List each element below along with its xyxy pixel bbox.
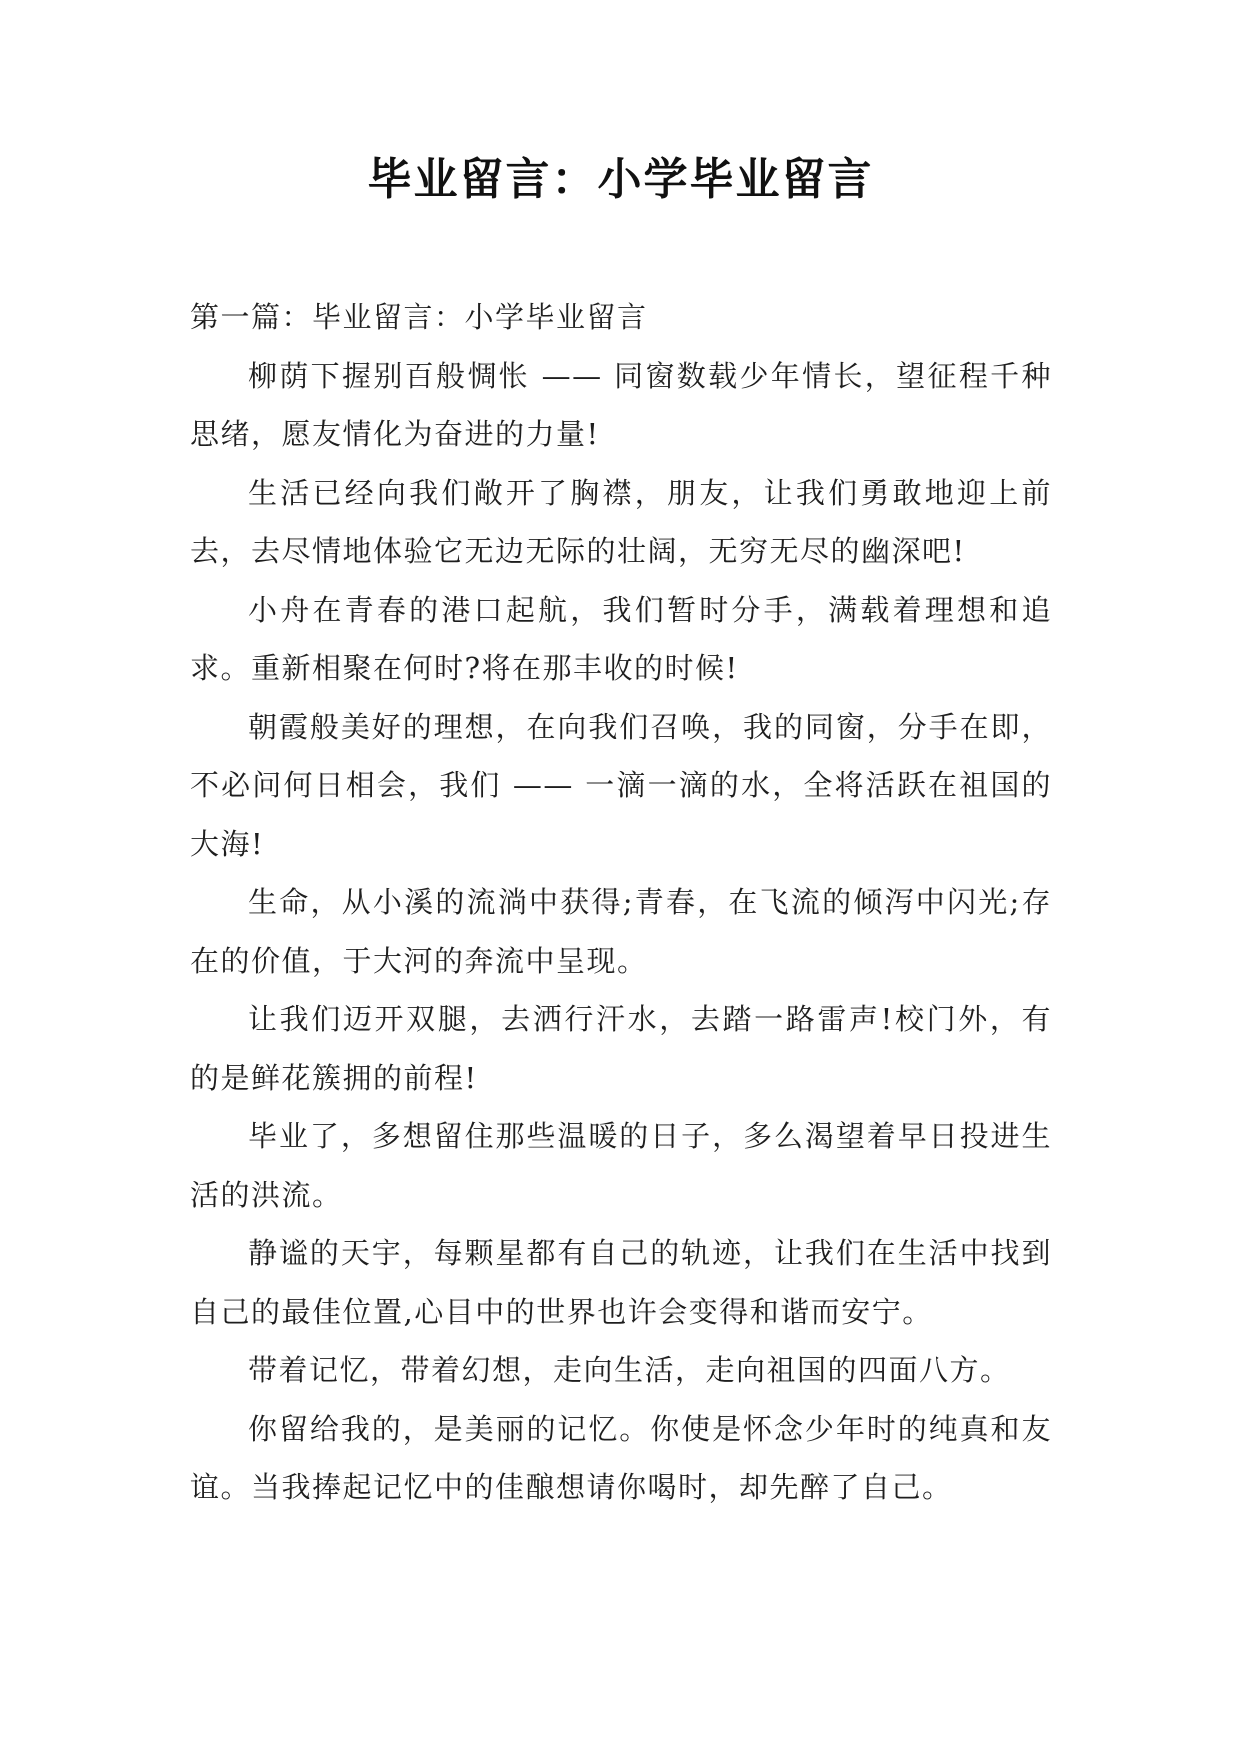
paragraph-2: 生活已经向我们敞开了胸襟，朋友，让我们勇敢地迎上前去，去尽情地体验它无边无际的壮阔，无穷无尽的幽深吧! xyxy=(190,475,1052,568)
paragraph-7: 毕业了，多想留住那些温暖的日子，多么渴望着早日投进生活的洪流。 xyxy=(190,1119,1052,1212)
paragraph-9: 带着记忆，带着幻想，走向生活，走向祖国的四面八方。 xyxy=(248,1353,1011,1387)
paragraph-5: 生命，从小溪的流淌中获得;青春，在飞流的倾泻中闪光;存在的价值，于大河的奔流中呈现。 xyxy=(190,885,1052,978)
paragraph-3: 小舟在青春的港口起航，我们暂时分手，满载着理想和追求。重新相聚在何时?将在那丰收的时候! xyxy=(190,592,1052,685)
document-title: 毕业留言：小学毕业留言 xyxy=(367,154,874,205)
section-heading: 第一篇：毕业留言：小学毕业留言 xyxy=(190,300,648,334)
paragraph-6: 让我们迈开双腿，去洒行汗水，去踏一路雷声!校门外，有的是鲜花簇拥的前程! xyxy=(190,1002,1052,1095)
paragraph-10: 你留给我的，是美丽的记忆。你使是怀念少年时的纯真和友谊。当我捧起记忆中的佳酿想请你喝时，却先醉了自己。 xyxy=(190,1411,1052,1504)
paragraph-4: 朝霞般美好的理想，在向我们召唤，我的同窗，分手在即，不必问何日相会，我们 —— 一滴一滴的水，全将活跃在祖国的大海! xyxy=(190,709,1052,861)
document-body xyxy=(190,288,1052,1517)
paragraph-8: 静谧的天宇，每颗星都有自己的轨迹，让我们在生活中找到自己的最佳位置,心目中的世界也许会变得和谐而安宁。 xyxy=(190,1236,1052,1329)
paragraph-1: 柳荫下握别百般惆怅 —— 同窗数载少年情长，望征程千种思绪，愿友情化为奋进的力量! xyxy=(190,358,1052,451)
